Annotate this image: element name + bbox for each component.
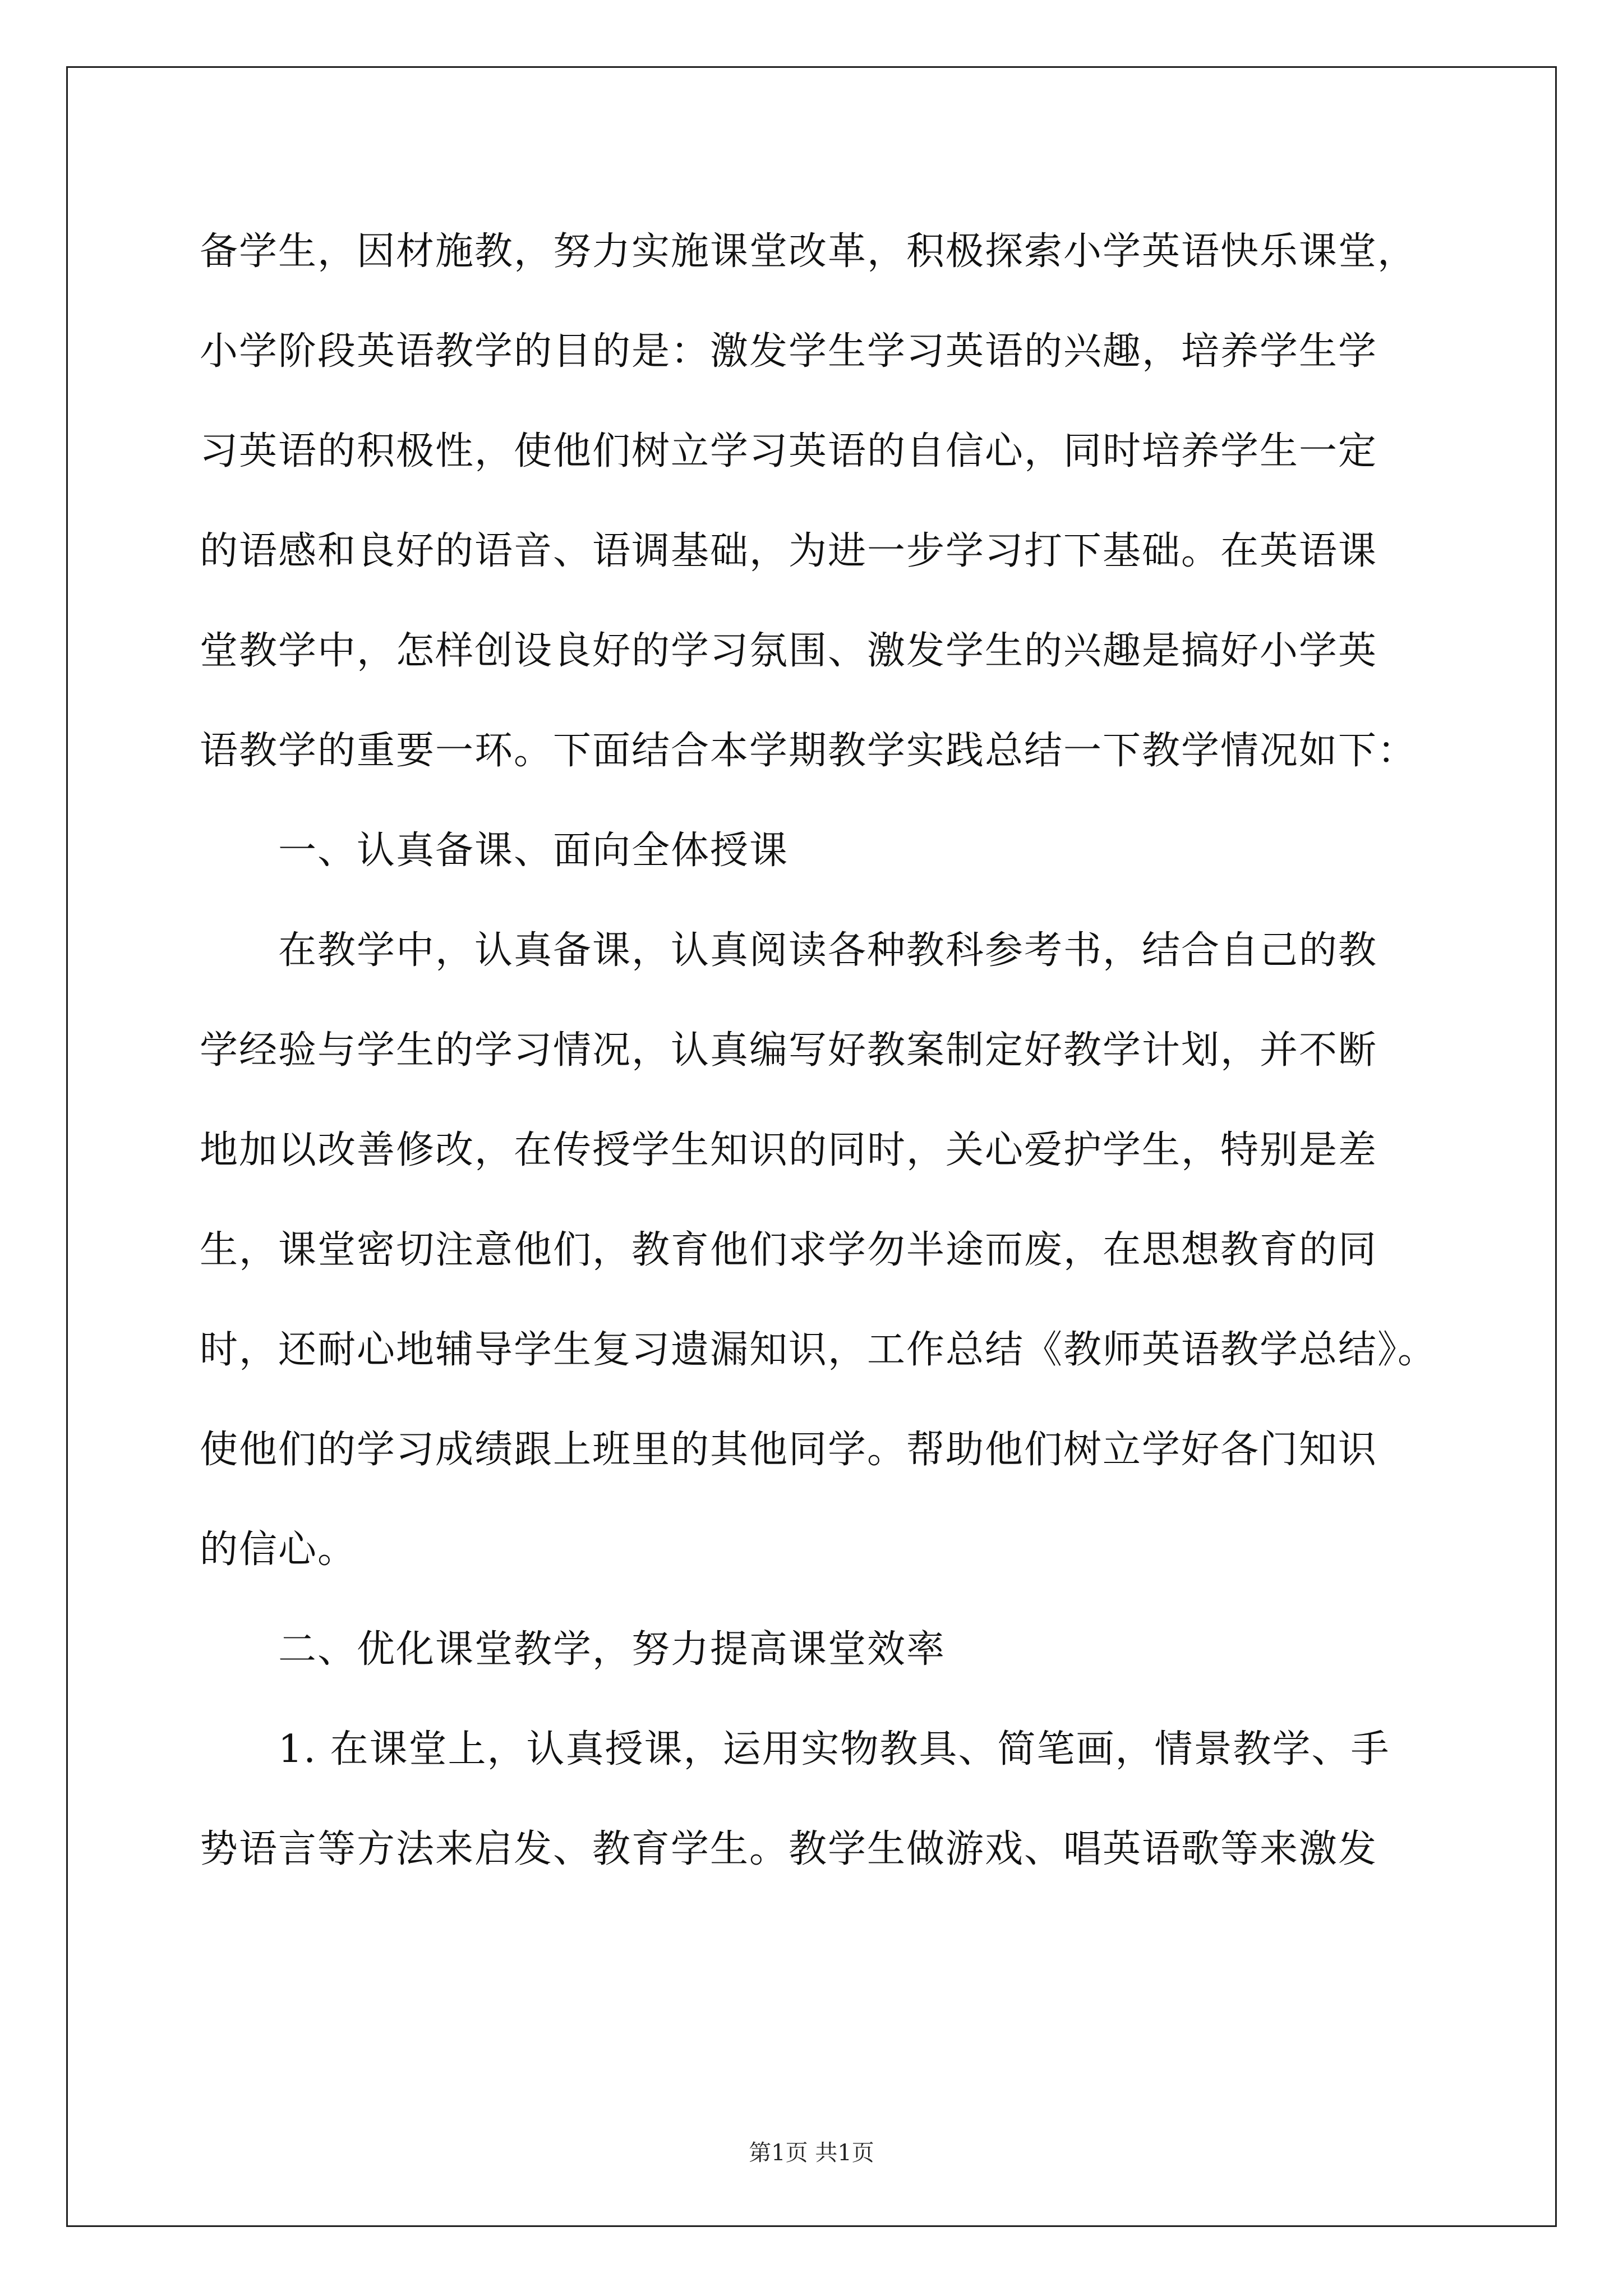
text-line: 在教学中，认真备课，认真阅读各种教科参考书，结合自己的教 — [278, 928, 1378, 973]
text-line: 堂教学中，怎样创设良好的学习氛围、激发学生的兴趣是搞好小学英 — [200, 629, 1378, 673]
text-line: 生，课堂密切注意他们，教育他们求学勿半途而废，在思想教育的同 — [200, 1228, 1378, 1272]
text-line: 时，还耐心地辅导学生复习遗漏知识，工作总结《教师英语教学总结》。 — [200, 1328, 1437, 1372]
text-line: 备学生，因材施教，努力实施课堂改革，积极探索小学英语快乐课堂， — [200, 229, 1417, 274]
text-line: 小学阶段英语教学的目的是：激发学生学习英语的兴趣，培养学生学 — [200, 329, 1378, 374]
text-line: 1. 在课堂上，认真授课，运用实物教具、简笔画，情景教学、手 — [278, 1727, 1390, 1772]
section-heading: 一、认真备课、面向全体授课 — [278, 829, 789, 873]
text-line: 语教学的重要一环。下面结合本学期教学实践总结一下教学情况如下： — [200, 729, 1417, 773]
section-heading: 二、优化课堂教学，努力提高课堂效率 — [278, 1627, 946, 1672]
text-line: 的信心。 — [200, 1527, 357, 1572]
text-line: 势语言等方法来启发、教育学生。教学生做游戏、唱英语歌等来激发 — [200, 1827, 1378, 1871]
text-line: 的语感和良好的语音、语调基础，为进一步学习打下基础。在英语课 — [200, 529, 1378, 573]
text-line: 地加以改善修改，在传授学生知识的同时，关心爱护学生，特别是差 — [200, 1128, 1378, 1172]
text-line: 学经验与学生的学习情况，认真编写好教案制定好教学计划，并不断 — [200, 1028, 1378, 1073]
text-line: 使他们的学习成绩跟上班里的其他同学。帮助他们树立学好各门知识 — [200, 1428, 1378, 1472]
page-number-footer: 第1页 共1页 — [749, 2140, 874, 2166]
text-line: 习英语的积极性，使他们树立学习英语的自信心，同时培养学生一定 — [200, 429, 1378, 473]
document-body — [200, 202, 1437, 1899]
